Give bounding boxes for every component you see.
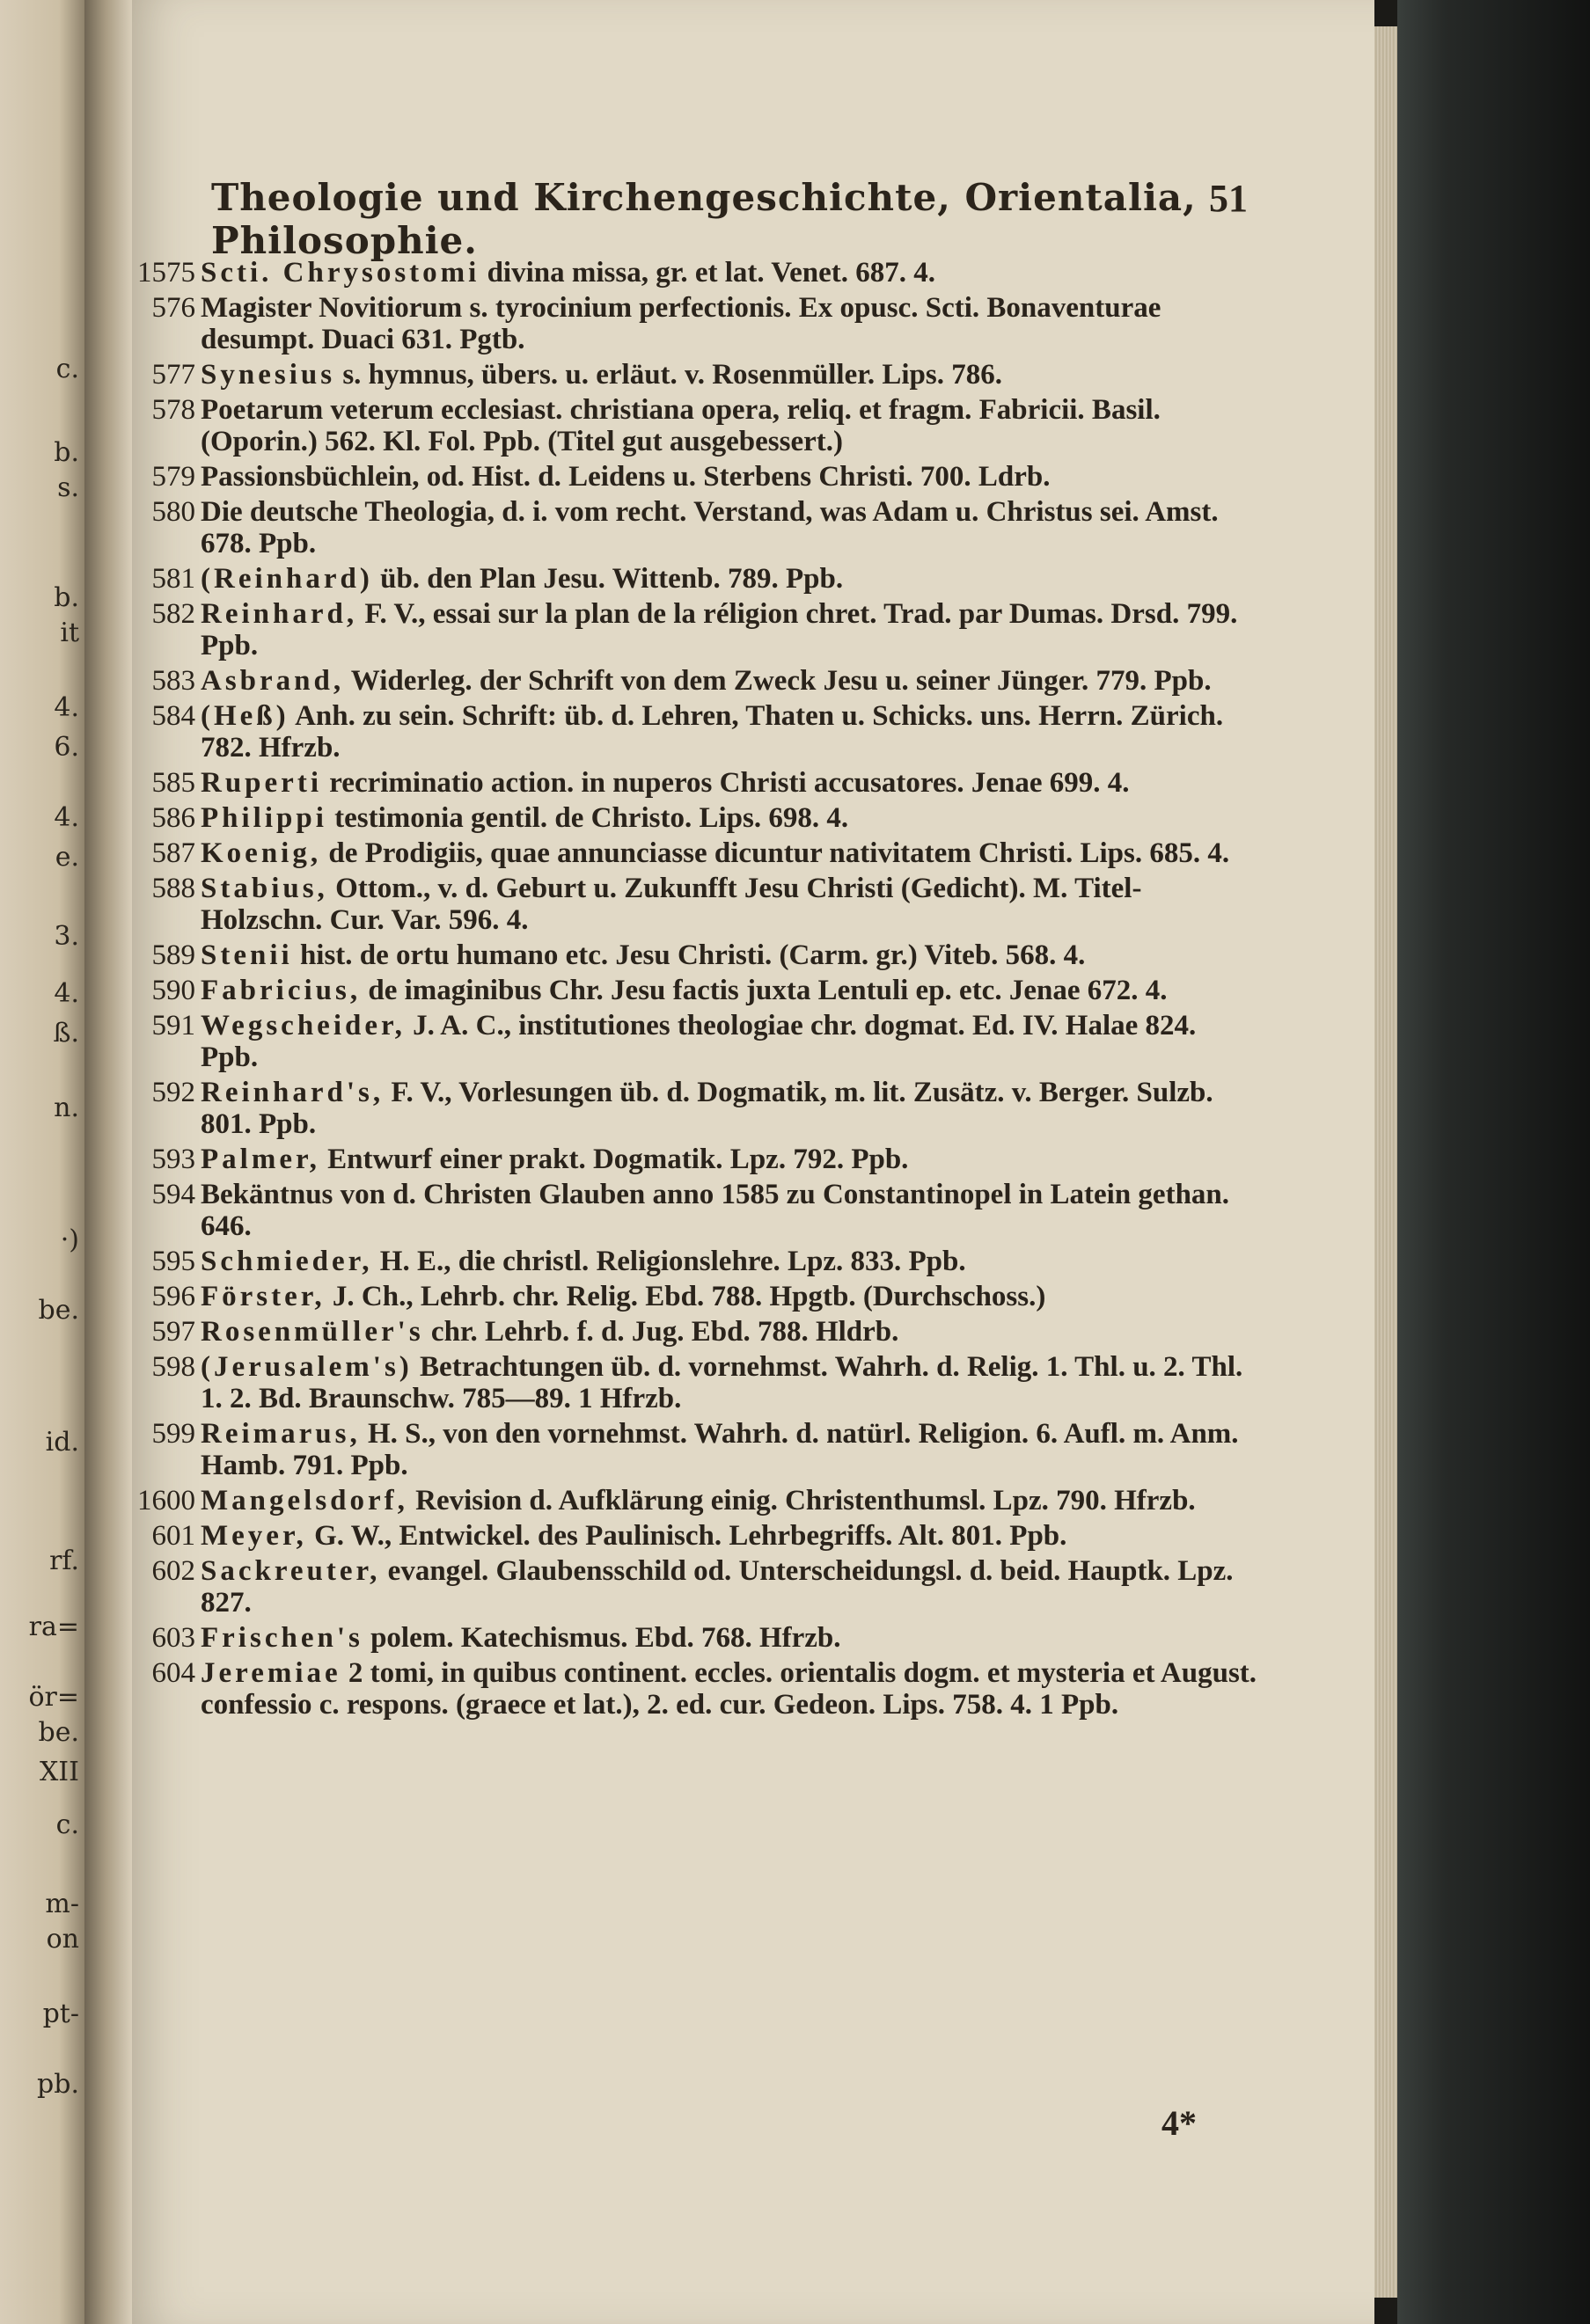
entry-text: üb. den Plan Jesu. Wittenb. 789. Ppb. — [380, 563, 844, 595]
catalogue-entry — [132, 1077, 1258, 1140]
left-page-fragment: b. — [54, 582, 79, 613]
entry-author: Frischen's — [201, 1622, 363, 1654]
entry-author: Förster, — [201, 1281, 326, 1312]
entry-number: 577 — [151, 359, 195, 391]
entry-number: 601 — [151, 1520, 195, 1552]
catalogue-entry — [132, 1351, 1258, 1414]
left-page-fragment: XII — [39, 1757, 79, 1787]
catalogue-entry — [132, 1144, 1258, 1175]
left-page-fragment: ra= — [28, 1611, 79, 1642]
entry-author: (Heß) — [201, 700, 289, 732]
entry-text: s. hymnus, übers. u. erläut. v. Rosenmüller. Lips. 786. — [342, 359, 1002, 391]
book-cover-board — [1397, 0, 1590, 2324]
left-page-fragment: n. — [54, 1093, 79, 1123]
entry-author: Wegscheider, — [201, 1010, 406, 1041]
entry-text: Betrachtungen üb. d. vornehmst. Wahrh. d. Relig. 1. Thl. u. 2. Thl. 1. 2. Bd. Braunschw. 785—89. 1 Hfrzb. — [201, 1351, 1243, 1414]
catalogue-entry — [132, 1520, 1258, 1552]
catalogue-entry — [132, 598, 1258, 661]
entry-text: F. V., essai sur la plan de la réligion chret. Trad. par Dumas. Drsd. 799. Ppb. — [201, 598, 1238, 661]
catalogue-entry — [132, 496, 1258, 559]
entry-number: 582 — [151, 598, 195, 630]
catalogue-entry — [132, 767, 1258, 799]
left-page-fragment: on — [46, 1924, 79, 1955]
left-page-fragment: b. — [54, 437, 79, 468]
catalogue-entry — [132, 873, 1258, 936]
entry-author: Rosenmüller's — [201, 1316, 424, 1348]
left-page-fragment: 3. — [54, 921, 79, 952]
entry-text: evangel. Glaubensschild od. Unterscheidungsl. d. beid. Hauptk. Lpz. 827. — [201, 1555, 1234, 1619]
entry-author: (Reinhard) — [201, 563, 373, 595]
entry-author: Stenii — [201, 939, 293, 971]
entry-number: 581 — [151, 563, 195, 595]
entry-text: Revision d. Aufklärung einig. Christenthumsl. Lpz. 790. Hfrzb. — [415, 1485, 1196, 1516]
entry-text: de Prodigiis, quae annunciasse dicuntur nativitatem Christi. Lips. 685. 4. — [328, 837, 1230, 869]
entry-number: 1575 — [137, 257, 195, 289]
left-page-fragment: s. — [57, 472, 79, 503]
entry-text: Die deutsche Theologia, d. i. vom recht. Verstand, was Adam u. Christus sei. Amst. 678. Ppb. — [201, 496, 1219, 559]
entry-author: (Jerusalem's) — [201, 1351, 413, 1383]
entry-author: Reimarus, — [201, 1418, 361, 1450]
entry-text: 2 tomi, in quibus continent. eccles. orientalis dogm. et mysteria et August. confessio c. respons. (graece et lat.), 2. ed. cur. Gedeon. Lips. 758. 4. 1 Ppb. — [201, 1657, 1257, 1721]
left-page-fragment: 4. — [54, 802, 79, 833]
left-page-fragment: ß. — [53, 1018, 79, 1049]
catalogue-entry — [132, 1316, 1258, 1348]
entry-text: chr. Lehrb. f. d. Jug. Ebd. 788. Hldrb. — [430, 1316, 899, 1348]
left-page-fragment: ·) — [60, 1224, 79, 1255]
entry-text: H. S., von den vornehmst. Wahrh. d. natürl. Religion. 6. Aufl. m. Anm. Hamb. 791. Ppb. — [201, 1418, 1239, 1481]
left-page-fragment: pb. — [37, 2069, 79, 2100]
catalogue-entry — [132, 975, 1258, 1006]
catalogue-entry — [132, 394, 1258, 457]
entry-text: divina missa, gr. et lat. Venet. 687. 4. — [487, 257, 935, 289]
left-page-fragment: m- — [45, 1889, 79, 1919]
left-page-fragment: it — [60, 618, 79, 648]
entry-number: 593 — [151, 1144, 195, 1175]
catalogue-entry — [132, 257, 1258, 289]
left-page-fragment: e. — [55, 842, 79, 873]
entry-number: 592 — [151, 1077, 195, 1108]
left-page-fragment: pt- — [42, 1999, 79, 2029]
entry-number: 584 — [151, 700, 195, 732]
entry-text: H. E., die christl. Religionslehre. Lpz. 833. Ppb. — [379, 1246, 966, 1277]
entry-author: Koenig, — [201, 837, 322, 869]
entry-text: Magister Novitiorum s. tyrocinium perfectionis. Ex opusc. Scti. Bonaventurae desumpt. Duaci 631. Pgtb. — [201, 292, 1161, 355]
entry-text: Bekäntnus von d. Christen Glauben anno 1585 zu Constantinopel in Latein gethan. 646. — [201, 1179, 1230, 1242]
catalogue-entry — [132, 1555, 1258, 1619]
entry-author: Asbrand, — [201, 665, 345, 697]
catalogue-entry — [132, 1010, 1258, 1073]
catalogue-entry — [132, 461, 1258, 493]
catalogue-entry — [132, 665, 1258, 697]
entry-number: 603 — [151, 1622, 195, 1654]
entry-text: de imaginibus Chr. Jesu factis juxta Lentuli ep. etc. Jenae 672. 4. — [368, 975, 1168, 1006]
left-page-fragment: be. — [38, 1717, 79, 1748]
left-page-edge — [0, 0, 84, 2324]
catalogue-entry — [132, 837, 1258, 869]
entry-text: F. V., Vorlesungen üb. d. Dogmatik, m. lit. Zusätz. v. Berger. Sulzb. 801. Ppb. — [201, 1077, 1213, 1140]
entry-number: 598 — [151, 1351, 195, 1383]
entry-number: 591 — [151, 1010, 195, 1041]
entry-text: Poetarum veterum ecclesiast. christiana opera, reliq. et fragm. Fabricii. Basil. (Oporin.) 562. Kl. Fol. Ppb. (Titel gut ausgebessert.) — [201, 394, 1161, 457]
entry-text: testimonia gentil. de Christo. Lips. 698. 4. — [334, 802, 849, 834]
entry-number: 1600 — [137, 1485, 195, 1516]
entry-text: Widerleg. der Schrift von dem Zweck Jesu u. seiner Jünger. 779. Ppb. — [350, 665, 1212, 697]
entry-number: 597 — [151, 1316, 195, 1348]
entry-number: 580 — [151, 496, 195, 528]
entry-author: Fabricius, — [201, 975, 362, 1006]
entry-author: Stabius, — [201, 873, 328, 904]
entry-text: J. A. C., institutiones theologiae chr. dogmat. Ed. IV. Halae 824. Ppb. — [201, 1010, 1197, 1073]
catalogue-entry — [132, 1418, 1258, 1481]
entry-number: 578 — [151, 394, 195, 426]
catalogue-entry — [132, 292, 1258, 355]
entry-author: Jeremiae — [201, 1657, 341, 1689]
entry-number: 596 — [151, 1281, 195, 1312]
entry-number: 599 — [151, 1418, 195, 1450]
entry-number: 594 — [151, 1179, 195, 1210]
left-page-fragment: be. — [38, 1295, 79, 1326]
entry-text: Passionsbüchlein, od. Hist. d. Leidens u. Sterbens Christi. 700. Ldrb. — [201, 461, 1051, 493]
page-fore-edge — [1374, 26, 1397, 2298]
catalogue-entry — [132, 802, 1258, 834]
left-page-fragment: c. — [55, 1809, 79, 1840]
entry-author: Philippi — [201, 802, 327, 834]
signature-mark: 4* — [1161, 2103, 1197, 2143]
entry-text: G. W., Entwickel. des Paulinisch. Lehrbegriffs. Alt. 801. Ppb. — [314, 1520, 1067, 1552]
catalogue-entry — [132, 1179, 1258, 1242]
entry-number: 595 — [151, 1246, 195, 1277]
catalogue-entry — [132, 700, 1258, 764]
entry-text: recriminatio action. in nuperos Christi accusatores. Jenae 699. 4. — [329, 767, 1130, 799]
entry-number: 583 — [151, 665, 195, 697]
catalogue-entry — [132, 1281, 1258, 1312]
gutter — [84, 0, 132, 2324]
left-page-fragment: 4. — [54, 978, 79, 1009]
entry-number: 589 — [151, 939, 195, 971]
entry-author: Ruperti — [201, 767, 322, 799]
entry-author: Reinhard's, — [201, 1077, 385, 1108]
entry-number: 587 — [151, 837, 195, 869]
catalogue-entry — [132, 1246, 1258, 1277]
entry-author: Scti. Chrysostomi — [201, 257, 480, 289]
left-page-fragment: rf. — [49, 1546, 79, 1576]
entry-number: 590 — [151, 975, 195, 1006]
running-head — [211, 176, 1248, 262]
entry-text: polem. Katechismus. Ebd. 768. Hfrzb. — [370, 1622, 841, 1654]
entry-number: 604 — [151, 1657, 195, 1689]
entry-text: Ottom., v. d. Geburt u. Zukunfft Jesu Christi (Gedicht). M. Titel-Holzschn. Cur. Var. 596. 4. — [201, 873, 1142, 936]
page-number: 51 — [1209, 177, 1248, 220]
entry-number: 576 — [151, 292, 195, 324]
left-page-fragment: 6. — [54, 732, 79, 763]
catalogue-entries — [132, 257, 1258, 1724]
catalogue-entry — [132, 1485, 1258, 1516]
left-page-fragment: 4. — [54, 692, 79, 723]
catalogue-entry — [132, 359, 1258, 391]
entry-author: Synesius — [201, 359, 336, 391]
running-title: Theologie und Kirchengeschichte, Orientalia, Philosophie. — [211, 176, 1197, 262]
catalogue-entry — [132, 1622, 1258, 1654]
entry-author: Mangelsdorf, — [201, 1485, 408, 1516]
entry-number: 585 — [151, 767, 195, 799]
left-page-fragment: c. — [55, 354, 79, 384]
entry-author: Schmieder, — [201, 1246, 373, 1277]
entry-text: Entwurf einer prakt. Dogmatik. Lpz. 792. Ppb. — [327, 1144, 909, 1175]
entry-number: 602 — [151, 1555, 195, 1587]
entry-author: Reinhard, — [201, 598, 358, 630]
entry-author: Palmer, — [201, 1144, 320, 1175]
entry-text: J. Ch., Lehrb. chr. Relig. Ebd. 788. Hpgtb. (Durchschoss.) — [332, 1281, 1046, 1312]
entry-author: Meyer, — [201, 1520, 307, 1552]
entry-number: 579 — [151, 461, 195, 493]
catalogue-entry — [132, 1657, 1258, 1721]
entry-text: Anh. zu sein. Schrift: üb. d. Lehren, Thaten u. Schicks. uns. Herrn. Zürich. 782. Hfrzb. — [201, 700, 1224, 764]
catalogue-entry — [132, 563, 1258, 595]
left-page-fragment: id. — [45, 1427, 79, 1458]
entry-text: hist. de ortu humano etc. Jesu Christi. (Carm. gr.) Viteb. 568. 4. — [299, 939, 1086, 971]
entry-number: 586 — [151, 802, 195, 834]
entry-author: Sackreuter, — [201, 1555, 381, 1587]
left-page-fragment: ör= — [28, 1682, 79, 1713]
entry-number: 588 — [151, 873, 195, 904]
catalogue-entry — [132, 939, 1258, 971]
